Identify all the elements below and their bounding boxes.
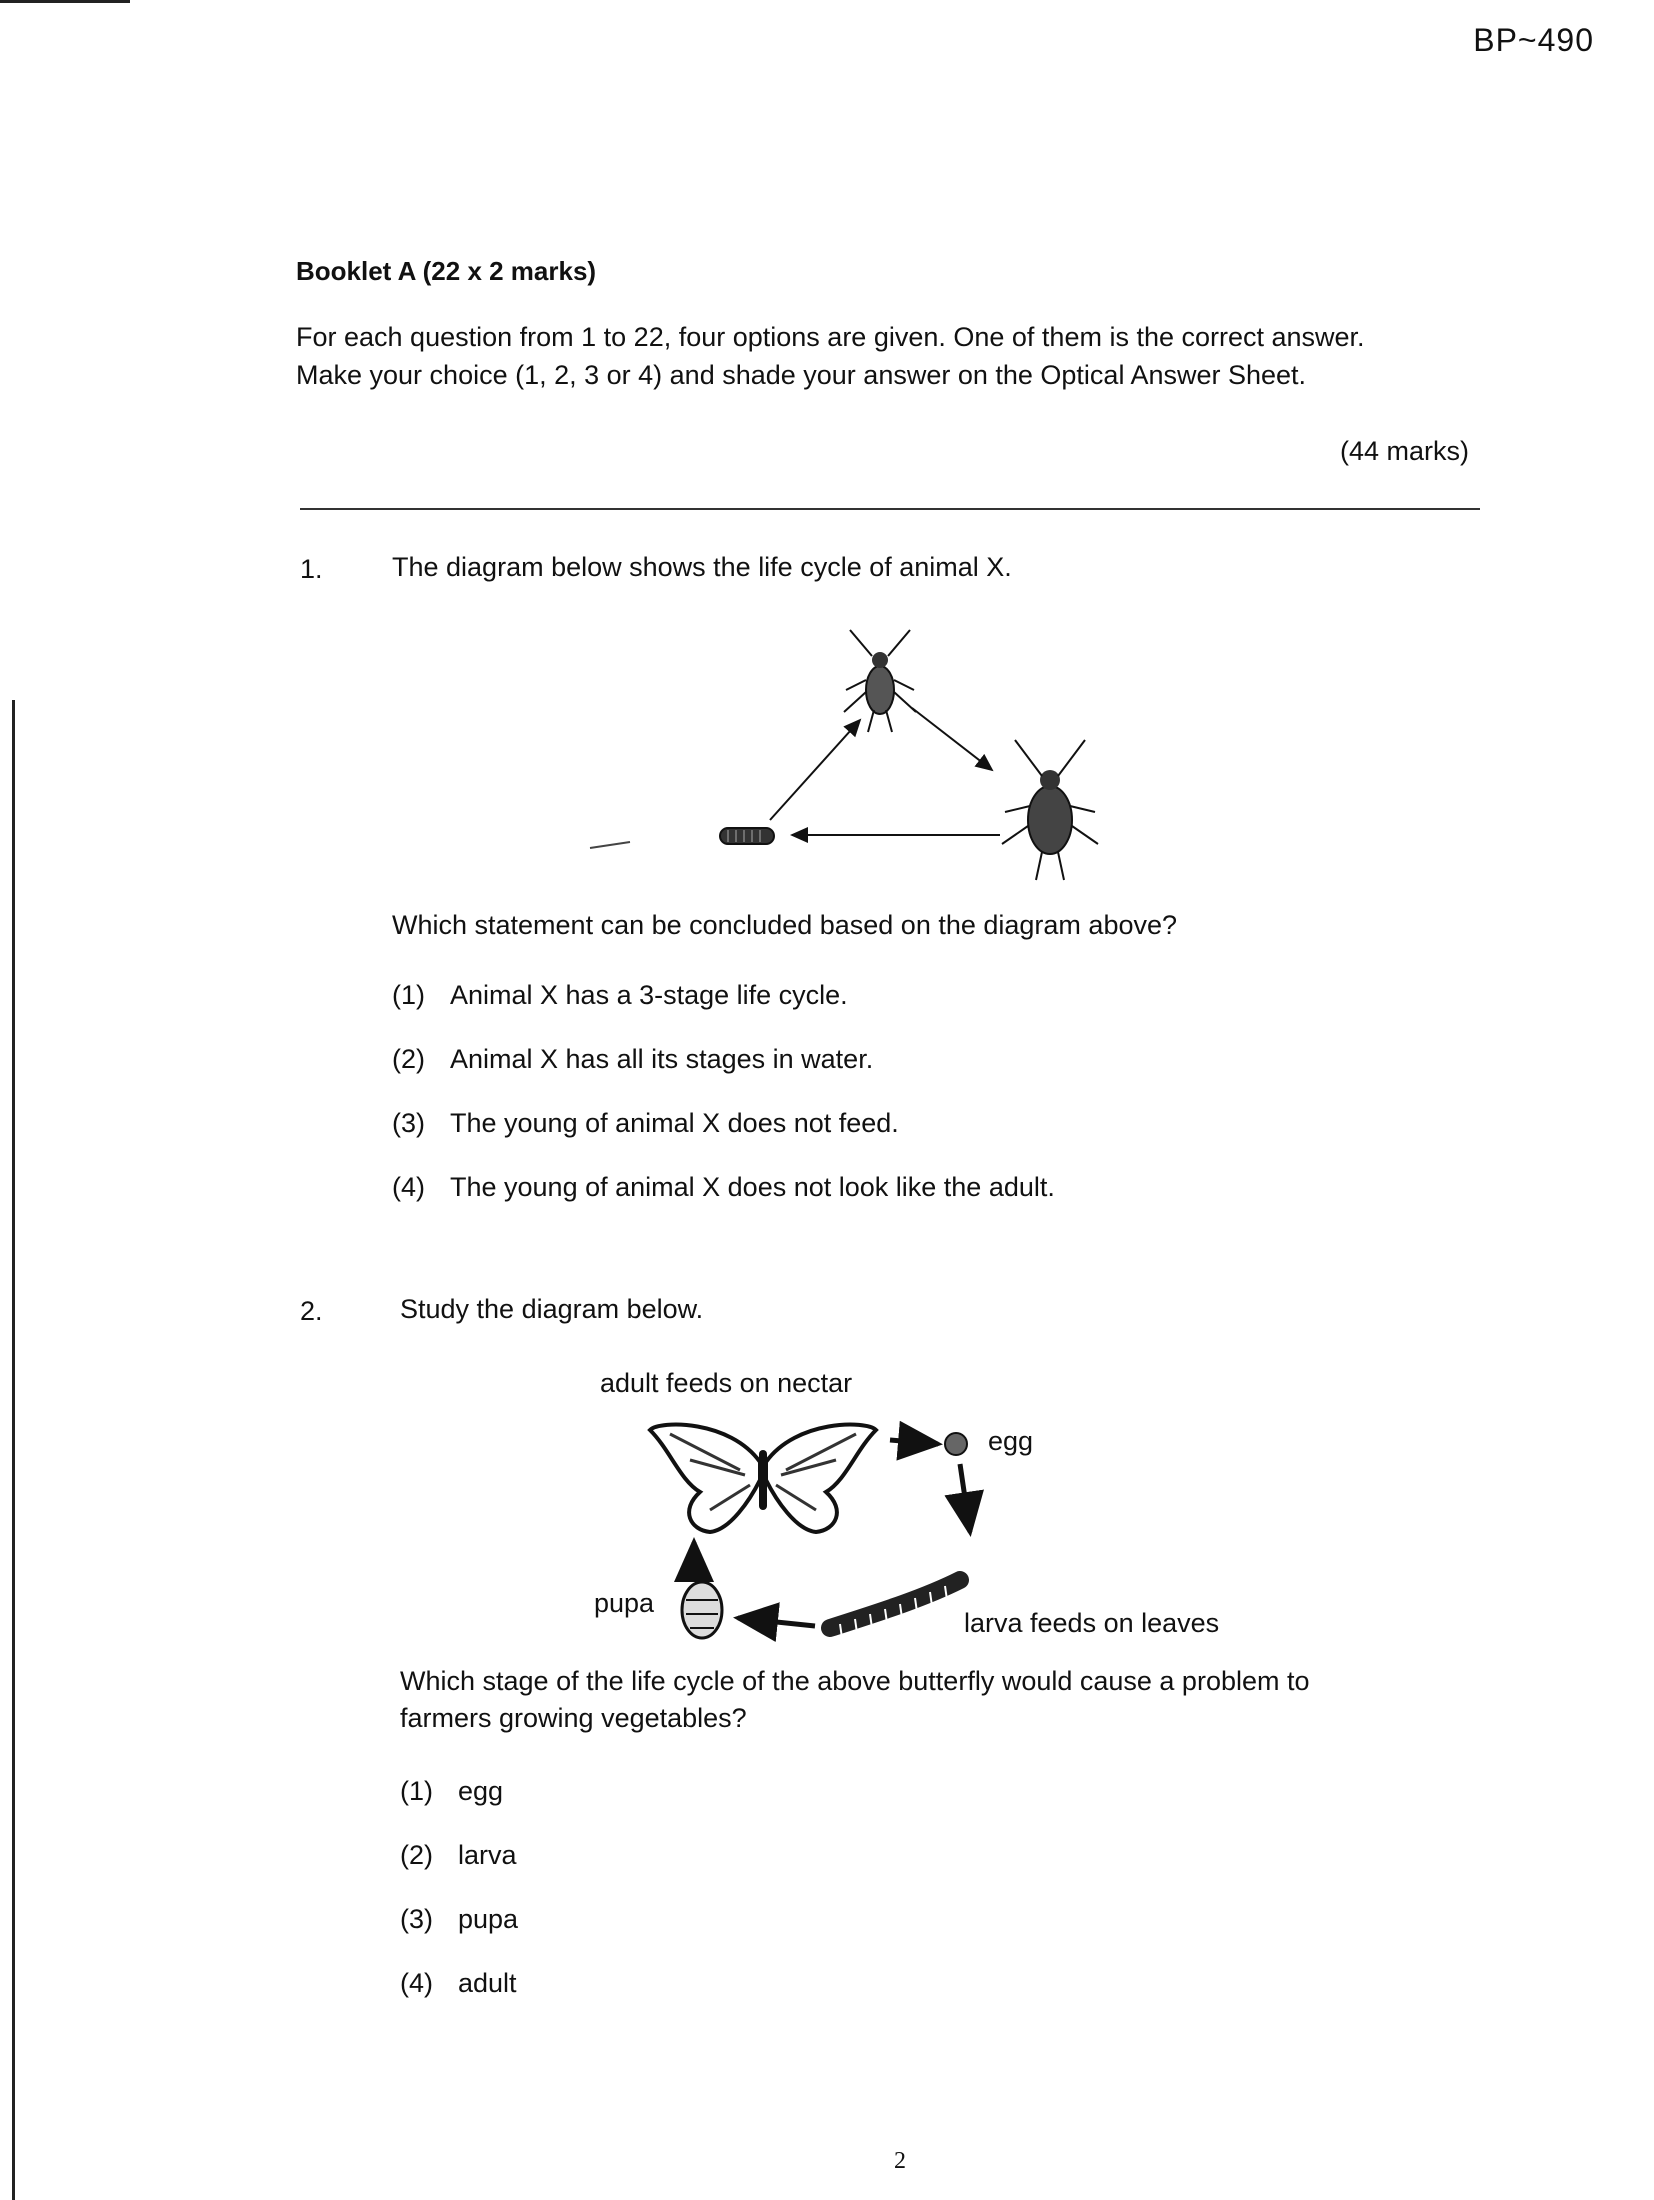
option-number: (1) (392, 980, 425, 1010)
question-2-stem: Study the diagram below. (400, 1294, 704, 1324)
egg-icon (945, 1433, 967, 1455)
question-2-prompt-line-1: Which stage of the life cycle of the above butterfly would cause a problem to (400, 1666, 1310, 1696)
adult-insect-icon (1002, 740, 1098, 880)
question-2-option-3 (400, 1904, 518, 1935)
total-marks: (44 marks) (1340, 436, 1470, 466)
option-text: The young of animal X does not feed. (450, 1108, 899, 1138)
option-text: Animal X has a 3-stage life cycle. (450, 980, 848, 1010)
option-text: larva (458, 1840, 517, 1870)
question-2-prompt (400, 1666, 1480, 1734)
diagram-label-pupa: pupa (594, 1588, 655, 1618)
question-1-number: 1. (300, 554, 323, 584)
question-2-number: 2. (300, 1296, 323, 1326)
instruction-line-1: For each question from 1 to 22, four options are given. One of them is the correct answer. (296, 322, 1365, 352)
option-number: (2) (392, 1044, 425, 1074)
option-number: (3) (392, 1108, 425, 1138)
scan-artifact-top (0, 0, 130, 3)
option-text: adult (458, 1968, 517, 1998)
question-2-prompt-line-2: farmers growing vegetables? (400, 1703, 747, 1733)
caterpillar-icon (830, 1580, 960, 1638)
stray-mark (590, 842, 630, 848)
booklet-heading: Booklet A (22 x 2 marks) (296, 256, 597, 286)
question-1-option-3 (392, 1108, 899, 1139)
arrow-egg-to-larva (960, 1464, 970, 1532)
question-1-prompt: Which statement can be concluded based on the diagram above? (392, 910, 1178, 940)
divider-rule (300, 508, 1480, 510)
arrow-egg-to-nymph (770, 720, 860, 820)
option-number: (4) (400, 1968, 433, 1998)
instruction-line-2: Make your choice (1, 2, 3 or 4) and shade your answer on the Optical Answer Sheet. (296, 360, 1307, 390)
question-1-option-4 (392, 1172, 1055, 1203)
question-1-option-2 (392, 1044, 873, 1075)
page-number: 2 (894, 2148, 906, 2174)
question-2-butterfly-diagram (640, 1400, 1020, 1670)
question-1-life-cycle-diagram (560, 630, 1120, 900)
diagram-label-egg: egg (988, 1426, 1034, 1456)
arrow-larva-to-pupa (738, 1618, 815, 1626)
diagram-label-larva: larva feeds on leaves (964, 1608, 1220, 1638)
egg-case-icon (720, 828, 774, 844)
option-text: pupa (458, 1904, 519, 1934)
pupa-icon (682, 1582, 722, 1638)
option-text: The young of animal X does not look like the adult. (450, 1172, 1055, 1202)
question-2-option-2 (400, 1840, 517, 1871)
option-number: (1) (400, 1776, 433, 1806)
question-2-option-1 (400, 1776, 503, 1807)
option-text: Animal X has all its stages in water. (450, 1044, 874, 1074)
arrow-adult-to-egg (890, 1440, 938, 1444)
scan-artifact-edge (12, 700, 15, 2200)
question-1-option-1 (392, 980, 848, 1011)
option-text: egg (458, 1776, 504, 1806)
option-number: (2) (400, 1840, 433, 1870)
nymph-icon (844, 630, 916, 732)
booklet-instructions (296, 318, 1476, 394)
diagram-label-adult: adult feeds on nectar (600, 1368, 853, 1398)
option-number: (3) (400, 1904, 433, 1934)
page-code: BP~490 (1473, 22, 1594, 58)
butterfly-icon (650, 1425, 876, 1532)
question-2-option-4 (400, 1968, 517, 1999)
option-number: (4) (392, 1172, 425, 1202)
arrow-nymph-to-adult (912, 708, 992, 770)
question-1-stem: The diagram below shows the life cycle of animal X. (392, 552, 1012, 582)
